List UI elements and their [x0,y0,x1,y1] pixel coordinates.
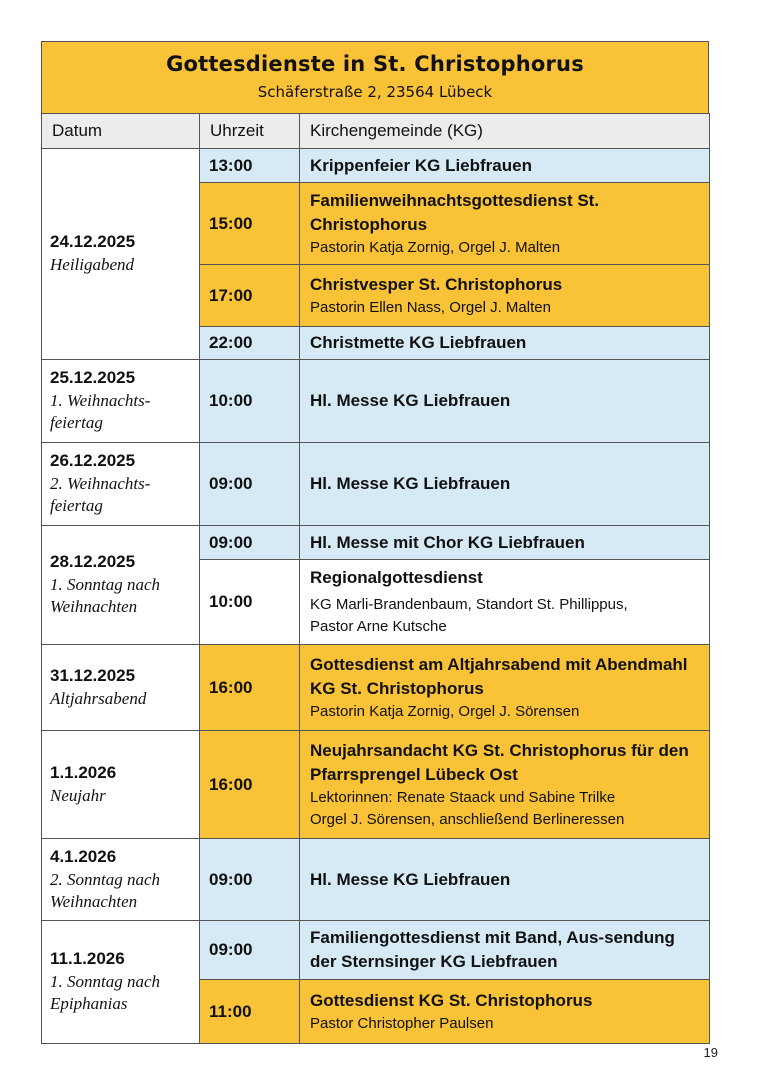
service-title: Hl. Messe KG Liebfrauen [310,391,511,410]
service-time: 13:00 [200,149,300,183]
service-title: Hl. Messe KG Liebfrauen [310,869,511,889]
service-title: Gottesdienst KG St. Christophorus [310,990,593,1010]
service-time: 16:00 [200,731,300,839]
column-header-date: Datum [42,114,200,149]
service-title: Hl. Messe KG Liebfrauen [310,474,511,493]
service-time: 11:00 [200,980,300,1044]
date-cell [42,360,200,443]
liturgical-occasion: 2. Weihnachts-feiertag [50,474,151,515]
service-time: 15:00 [200,183,300,265]
service-time: 09:00 [200,921,300,980]
liturgical-occasion: 1. Weihnachts-feiertag [50,391,151,432]
service-cell [300,980,710,1044]
date-cell [42,645,200,731]
service-details: Pastorin Katja Zornig, Orgel J. Malten [310,238,561,256]
table-row [42,839,710,921]
service-title: Hl. Messe mit Chor KG Liebfrauen [310,532,585,552]
service-time: 22:00 [200,327,300,360]
service-cell [300,360,710,443]
service-date: 28.12.2025 [50,552,136,571]
service-details: Orgel J. Sörensen, anschließend Berlineressen [310,810,625,828]
page-title: Gottesdienste in St. Christophorus [166,52,584,76]
title-box [41,41,709,113]
service-title: Christmette KG Liebfrauen [310,333,527,352]
table-row [42,921,710,980]
liturgical-occasion: Altjahrsabend [50,688,147,708]
liturgical-occasion: 2. Sonntag nach Weihnachten [50,869,161,911]
date-cell [42,731,200,839]
service-time: 09:00 [200,443,300,526]
service-details: Pastor Arne Kutsche [310,618,447,635]
table-header-row [42,114,710,149]
service-cell [300,921,710,980]
service-time: 09:00 [200,839,300,921]
table-row [42,443,710,526]
service-time: 09:00 [200,526,300,560]
service-cell [300,183,710,265]
service-cell [300,149,710,183]
service-cell [300,731,710,839]
liturgical-occasion: Heiligabend [50,255,135,274]
column-header-time: Uhrzeit [200,114,300,149]
service-time: 10:00 [200,360,300,443]
service-cell [300,560,710,645]
service-details: Pastorin Katja Zornig, Orgel J. Sörensen [310,702,580,720]
service-date: 25.12.2025 [50,368,136,387]
table-body [42,149,710,1044]
table-row [42,360,710,443]
service-date: 31.12.2025 [50,665,136,685]
date-cell [42,526,200,645]
service-title: Christvesper St. Christophorus [310,274,563,294]
service-details: KG Marli-Brandenbaum, Standort St. Phillippus, [310,596,628,613]
service-details: Pastorin Ellen Nass, Orgel J. Malten [310,298,551,316]
service-title: Krippenfeier KG Liebfrauen [310,155,532,175]
service-cell [300,526,710,560]
service-cell [300,839,710,921]
service-title: Familienweihnachtsgottesdienst St. Christophorus [310,190,600,234]
page-number: 19 [703,1045,718,1060]
service-title: Gottesdienst am Altjahrsabend mit Abendmahl KG St. Christophorus [310,654,688,698]
liturgical-occasion: Neujahr [50,785,106,805]
liturgical-occasion: 1. Sonntag nach Epiphanias [50,972,161,1013]
service-details: Pastor Christopher Paulsen [310,1014,494,1032]
address-subtitle: Schäferstraße 2, 23564 Lübeck [257,83,493,101]
service-cell [300,327,710,360]
service-date: 26.12.2025 [50,451,136,470]
service-cell [300,645,710,731]
service-time: 16:00 [200,645,300,731]
service-details: Lektorinnen: Renate Staack und Sabine Trilke [310,788,616,806]
service-date: 4.1.2026 [50,846,117,866]
service-date: 11.1.2026 [50,949,125,968]
date-cell [42,839,200,921]
date-cell [42,921,200,1044]
service-title: Familiengottesdienst mit Band, Aus-sendung der Sternsinger KG Liebfrauen [310,928,675,971]
service-title: Neujahrsandacht KG St. Christophorus für den Pfarrsprengel Lübeck Ost [310,740,689,784]
table-row [42,731,710,839]
column-header-congregation: Kirchengemeinde (KG) [300,114,710,149]
service-time: 10:00 [200,560,300,645]
table-row [42,645,710,731]
service-title: Regionalgottesdienst [310,568,483,587]
service-date: 1.1.2026 [50,762,117,782]
date-cell [42,443,200,526]
schedule-sheet [41,41,709,1044]
service-date: 24.12.2025 [50,232,136,251]
liturgical-occasion: 1. Sonntag nach Weihnachten [50,575,161,616]
service-cell [300,265,710,327]
date-cell [42,149,200,360]
service-time: 17:00 [200,265,300,327]
table-row [42,149,710,183]
table-row [42,526,710,560]
services-table [41,113,710,1044]
service-cell [300,443,710,526]
